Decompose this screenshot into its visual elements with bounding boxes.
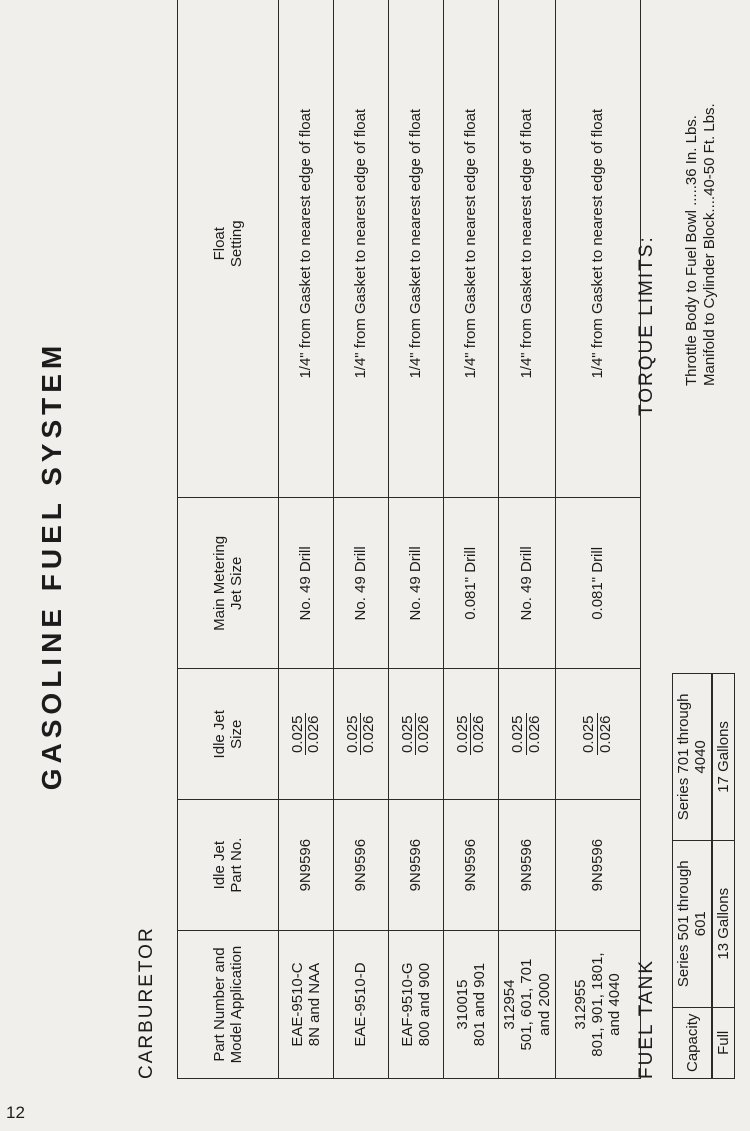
cell-main-jet: 0.081" Drill: [555, 498, 640, 669]
header-idle-jet-part: Idle Jet Part No.: [178, 800, 279, 931]
cell-application: EAE-9510-C 8N and NAA: [279, 931, 334, 1079]
torque-limit-line: Throttle Body to Fuel Bowl .....36 In. Lbs.: [683, 115, 700, 386]
cell-float: 1/4" from Gasket to nearest edge of float: [499, 0, 556, 498]
torque-limit-line: Manifold to Cylinder Block....40-50 Ft. Lbs.: [701, 103, 718, 386]
cell-idle-part: 9N9596: [389, 800, 444, 931]
page-title: GASOLINE FUEL SYSTEM: [36, 340, 67, 791]
cell-idle-part: 9N9596: [499, 800, 556, 931]
carburetor-header-row: [178, 0, 279, 1079]
cell-main-jet: No. 49 Drill: [499, 498, 556, 669]
header-main-metering-jet: Main Metering Jet Size: [178, 498, 279, 669]
table-row: [499, 0, 556, 1079]
cell-application: 312955 801, 901, 1801, and 4040: [555, 931, 640, 1079]
cell-main-jet: No. 49 Drill: [334, 498, 389, 669]
header-series-501-601: Series 501 through 601: [673, 840, 713, 1007]
cell-main-jet: No. 49 Drill: [389, 498, 444, 669]
header-float-setting: Float Setting: [178, 0, 279, 498]
cell-application: 312954 501, 601, 701 and 2000: [499, 931, 556, 1079]
fuel-tank-header-row: [673, 674, 713, 1079]
cell-idle-part: 9N9596: [279, 800, 334, 931]
header-idle-jet-size: Idle Jet Size: [178, 669, 279, 800]
cell-idle-size: 0.025 0.026: [334, 669, 389, 800]
header-series-701-4040: Series 701 through 4040: [673, 674, 713, 841]
cell-idle-size: 0.025 0.026: [279, 669, 334, 800]
cell-gallons-501-601: 13 Gallons: [712, 840, 735, 1007]
cell-gallons-701-4040: 17 Gallons: [712, 674, 735, 841]
carburetor-heading: CARBURETOR: [136, 926, 157, 1079]
page-number: 12: [6, 1103, 25, 1122]
header-part-number: Part Number and Model Application: [178, 931, 279, 1079]
table-row: [279, 0, 334, 1079]
cell-idle-part: 9N9596: [555, 800, 640, 931]
carburetor-table: [177, 0, 641, 1079]
cell-main-jet: No. 49 Drill: [279, 498, 334, 669]
table-row: [389, 0, 444, 1079]
cell-application: 310015 801 and 901: [444, 931, 499, 1079]
cell-float: 1/4" from Gasket to nearest edge of float: [334, 0, 389, 498]
cell-idle-size: 0.025 0.026: [499, 669, 556, 800]
table-row: [712, 674, 735, 1079]
cell-idle-size: 0.025 0.026: [389, 669, 444, 800]
cell-application: EAE-9510-D: [334, 931, 389, 1079]
torque-limits-heading: TORQUE LIMITS:: [636, 235, 657, 416]
cell-float: 1/4" from Gasket to nearest edge of float: [279, 0, 334, 498]
header-capacity: Capacity: [673, 1007, 713, 1078]
cell-idle-part: 9N9596: [334, 800, 389, 931]
torque-limits-list: [683, 103, 719, 386]
fuel-tank-table: [672, 673, 735, 1079]
cell-float: 1/4" from Gasket to nearest edge of float: [389, 0, 444, 498]
table-row: [555, 0, 640, 1079]
cell-main-jet: 0.081" Drill: [444, 498, 499, 669]
cell-idle-size: 0.025 0.026: [444, 669, 499, 800]
cell-capacity: Full: [712, 1007, 735, 1078]
table-row: [444, 0, 499, 1079]
cell-float: 1/4" from Gasket to nearest edge of float: [555, 0, 640, 498]
cell-idle-size: 0.025 0.026: [555, 669, 640, 800]
cell-application: EAF-9510-G 800 and 900: [389, 931, 444, 1079]
table-row: [334, 0, 389, 1079]
cell-float: 1/4" from Gasket to nearest edge of float: [444, 0, 499, 498]
fuel-tank-heading: FUEL TANK: [636, 958, 657, 1079]
cell-idle-part: 9N9596: [444, 800, 499, 931]
